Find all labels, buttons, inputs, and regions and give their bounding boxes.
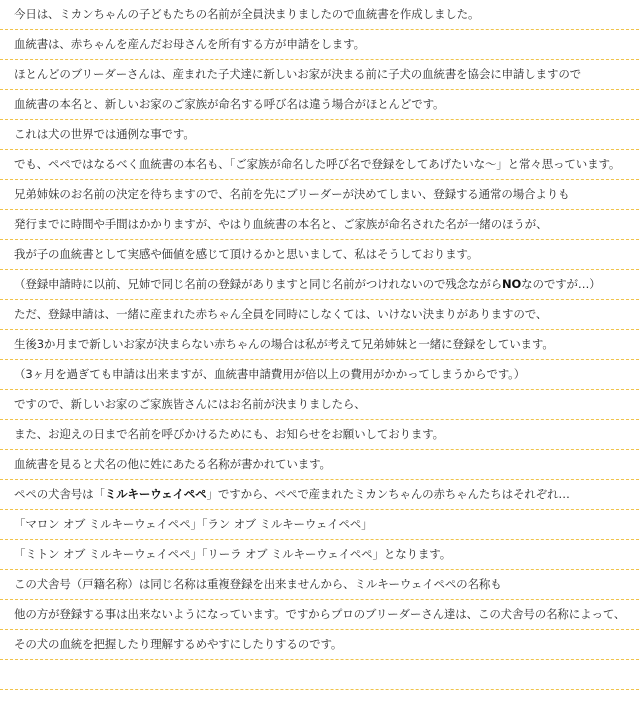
line-text bbox=[14, 427, 444, 441]
text-line bbox=[0, 210, 639, 240]
line-text bbox=[14, 367, 525, 381]
text-line bbox=[0, 120, 639, 150]
line-text bbox=[14, 247, 478, 261]
text-segment: また、お迎えの日まで名前を呼びかけるためにも、お知らせをお願いしております。 bbox=[14, 427, 445, 441]
text-segment: ほとんどのブリーダーさんは、産まれた子犬達に新しいお家が決まる前に子犬の血統書を協会に申請しますので bbox=[14, 67, 582, 81]
text-line bbox=[0, 660, 639, 690]
line-text bbox=[14, 397, 366, 411]
text-line bbox=[0, 420, 639, 450]
line-text bbox=[14, 547, 451, 561]
line-text bbox=[14, 157, 620, 171]
text-line bbox=[0, 90, 639, 120]
line-text bbox=[14, 457, 331, 471]
text-line bbox=[0, 360, 639, 390]
text-segment: 血統書の本名と、新しいお家のご家族が命名する呼び名は違う場合がほとんどです。 bbox=[14, 97, 445, 111]
line-text bbox=[14, 337, 554, 351]
text-segment: ペペの犬舎号は「 bbox=[14, 487, 105, 501]
bold-text: ミルキーウェイペペ bbox=[104, 487, 207, 501]
text-segment: その犬の血統を把握したり理解するめやすにしたりするのです。 bbox=[14, 637, 343, 651]
text-line bbox=[0, 30, 639, 60]
text-line bbox=[0, 540, 639, 570]
text-segment: 兄弟姉妹のお名前の決定を待ちますので、名前を先にブリーダーが決めてしまい、登録する通常の場合よりも bbox=[14, 187, 570, 201]
text-segment: 他の方が登録する事は出来ないようになっています。ですからプロのブリーダーさん達は、この犬舎号の名称によって、 bbox=[14, 607, 626, 621]
text-segment: ただ、登録申請は、一緒に産まれた赤ちゃん全員を同時にしなくては、いけない決まりがありますので、 bbox=[14, 307, 548, 321]
line-text bbox=[14, 517, 373, 531]
text-line bbox=[0, 450, 639, 480]
line-text bbox=[14, 607, 625, 621]
line-text bbox=[14, 217, 547, 231]
text-line bbox=[0, 0, 639, 30]
line-text bbox=[14, 637, 342, 651]
text-line bbox=[0, 180, 639, 210]
bold-text: NO bbox=[502, 277, 522, 291]
text-segment: 我が子の血統書として実感や価値を感じて頂けるかと思いまして、私はそうしております。 bbox=[14, 247, 479, 261]
text-line bbox=[0, 270, 639, 300]
text-segment: 血統書は、赤ちゃんを産んだお母さんを所有する方が申請をします。 bbox=[14, 37, 365, 51]
line-text bbox=[14, 67, 581, 81]
line-text bbox=[14, 127, 195, 141]
text-segment: 「マロン オブ ミルキーウェイペペ」「ラン オブ ミルキーウェイペペ」 bbox=[14, 517, 373, 531]
text-line bbox=[0, 330, 639, 360]
text-line bbox=[0, 240, 639, 270]
text-line bbox=[0, 300, 639, 330]
text-line bbox=[0, 570, 639, 600]
text-segment: （3ヶ月を過ぎても申請は出来ますが、血統書申請費用が倍以上の費用がかかってしまうからです。） bbox=[14, 367, 526, 381]
text-segment: 今日は、ミカンちゃんの子どもたちの名前が全員決まりましたので血統書を作成しました。 bbox=[14, 7, 480, 21]
text-line bbox=[0, 630, 639, 660]
line-text bbox=[14, 577, 502, 591]
text-segment: 血統書を見ると犬名の他に姓にあたる名称が書かれています。 bbox=[14, 457, 331, 471]
text-segment: この犬舎号（戸籍名称）は同じ名称は重複登録を出来ませんから、ミルキーウェイペペの名称も bbox=[14, 577, 502, 591]
text-line bbox=[0, 510, 639, 540]
line-text bbox=[14, 7, 479, 21]
text-segment: なのですが…） bbox=[521, 277, 601, 291]
text-segment: 」ですから、ペペで産まれたミカンちゃんの赤ちゃんたちはそれぞれ… bbox=[206, 487, 570, 501]
text-segment: ですので、新しいお家のご家族皆さんにはお名前が決まりましたら、 bbox=[14, 397, 366, 411]
line-text bbox=[14, 307, 547, 321]
text-line bbox=[0, 60, 639, 90]
text-line bbox=[0, 390, 639, 420]
text-line bbox=[0, 600, 639, 630]
text-segment: 発行までに時間や手間はかかりますが、やはり血統書の本名と、ご家族が命名された名が一緒のほうが、 bbox=[14, 217, 548, 231]
line-text bbox=[14, 187, 569, 201]
text-line bbox=[0, 150, 639, 180]
line-text bbox=[14, 277, 601, 291]
text-segment: でも、ペペではなるべく血統書の本名も、「ご家族が命名した呼び名で登録をしてあげたいな～」と常々思っています。 bbox=[14, 157, 621, 171]
text-segment: 生後3か月まで新しいお家が決まらない赤ちゃんの場合は私が考えて兄弟姉妹と一緒に登録をしています。 bbox=[14, 337, 554, 351]
text-line bbox=[0, 480, 639, 510]
line-text bbox=[14, 37, 365, 51]
line-text bbox=[14, 487, 570, 501]
text-segment: これは犬の世界では通例な事です。 bbox=[14, 127, 195, 141]
text-segment: 「ミトン オブ ミルキーウェイペペ」「リーラ オブ ミルキーウェイペペ」となります。 bbox=[14, 547, 452, 561]
text-segment: （登録申請時に以前、兄姉で同じ名前の登録がありますと同じ名前がつけれないので残念ながら bbox=[14, 277, 503, 291]
line-text bbox=[14, 97, 444, 111]
